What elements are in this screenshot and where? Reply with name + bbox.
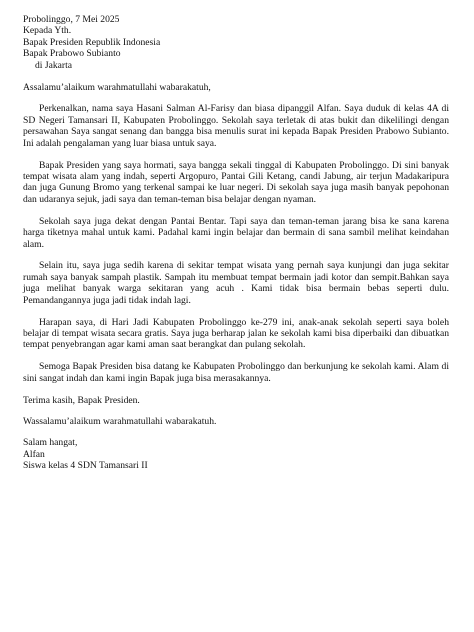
signoff-line: Salam hangat,: [23, 437, 78, 449]
body-paragraph: Semoga Bapak Presiden bisa datang ke Kabupaten Probolinggo dan berkunjung ke sekolah kami. Alam di sini sangat indah dan kami ingin Bapak juga bisa merasakannya.: [23, 361, 449, 384]
recipient-city: di Jakarta: [35, 59, 73, 71]
closing-greeting: Wassalamu’alaikum warahmatullahi wabarakatuh.: [23, 415, 217, 427]
letter-header: [23, 14, 449, 71]
opening-salutation: Assalamu’alaikum warahmatullahi wabarakatuh,: [23, 82, 211, 94]
sender-name: Alfan: [23, 448, 45, 460]
body-paragraph: Sekolah saya juga dekat dengan Pantai Bentar. Tapi saya dan teman-teman jarang bisa ke sana karena harga tiketnya mahal untuk kami. Padahal kami ingin belajar dan bermain di sana sambil melihat keindahan alam.: [23, 215, 449, 250]
sender-title: Siswa kelas 4 SDN Tamansari II: [23, 460, 148, 472]
body-paragraph: Selain itu, saya juga sedih karena di sekitar tempat wisata yang pernah saya kunjungi dan juga sekitar rumah saya banyak sampah plastik. Sampah itu membuat tempat bermain jadi kotor dan sempit.Bahkan saya juga melihat banyak warga sekitaran yang acuh . Kami tidak bisa bermain bebas seperti dulu. Pemandangannya juga jadi tidak indah lagi.: [23, 260, 449, 306]
recipient-line: Kepada Yth.: [23, 25, 72, 37]
place-date: Probolinggo, 7 Mei 2025: [23, 14, 120, 25]
body-paragraph: Perkenalkan, nama saya Hasani Salman Al-Farisy dan biasa dipanggil Alfan. Saya duduk di kelas 4A di SD Negeri Tamansari II, Kabupaten Probolinggo. Sekolah saya terletak di atas bukit dan dikelilingi dengan persawahan Saya sangat senang dan bangga bisa menulis surat ini kepada Bapak Presiden Prabowo Subianto. Ini adalah pengalaman yang luar biasa untuk saya.: [23, 103, 449, 149]
signature-block: [23, 437, 449, 471]
recipient-line: Bapak Presiden Republik Indonesia: [23, 36, 161, 48]
body-paragraph: Harapan saya, di Hari Jadi Kabupaten Probolinggo ke-279 ini, anak-anak sekolah seperti saya boleh belajar di tempat wisata secara gratis. Saya juga berharap jalan ke sekolah kami bisa diperbaiki dan dibuatkan tempat penyebrangan agar kami aman saat berangkat dan pulang sekolah.: [23, 316, 449, 351]
letter-body: [23, 103, 449, 384]
recipient-line: Bapak Prabowo Subianto: [23, 48, 121, 60]
thanks-line: Terima kasih, Bapak Presiden.: [23, 394, 140, 406]
body-paragraph: Bapak Presiden yang saya hormati, saya bangga sekali tinggal di Kabupaten Probolinggo. Di sini banyak tempat wisata alam yang indah, seperti Argopuro, Pantai Gili Ketang, candi Jabung, air terjun Madakaripura dan juga Gunung Bromo yang terkenal sampai ke luar negeri. Di sekolah saya juga masih banyak pepohonan dan udaranya sejuk, jadi saya dan teman-teman bisa belajar dengan nyaman.: [23, 159, 449, 205]
